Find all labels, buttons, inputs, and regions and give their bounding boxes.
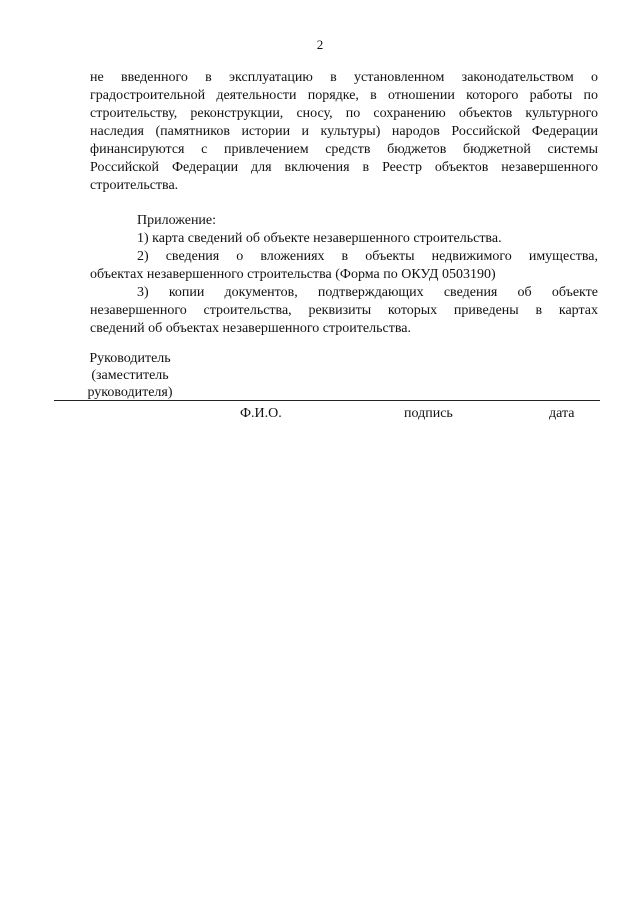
- appendix-item-2-continued: объектах незавершенного строительства (Форма по ОКУД 0503190): [90, 267, 496, 282]
- appendix-item-1: 1) карта сведений об объекте незавершенного строительства.: [137, 231, 502, 246]
- page-number: 2: [316, 37, 324, 52]
- paragraph-line: Российской Федерации для включения в Реестр объектов незавершенного: [90, 160, 598, 175]
- paragraph-line: строительству, реконструкции, сносу, по сохранению объектов культурного: [90, 106, 598, 121]
- appendix-item-3-continued: сведений об объектах незавершенного строительства.: [90, 321, 411, 336]
- paragraph-line: наследия (памятников истории и культуры) народов Российской Федерации: [90, 124, 598, 139]
- fio-label: Ф.И.О.: [240, 406, 282, 421]
- date-label: дата: [549, 406, 575, 421]
- signer-role: (заместитель: [91, 368, 169, 383]
- appendix-item-3-continued: незавершенного строительства, реквизиты которых приведены в картах: [90, 303, 598, 318]
- paragraph-line: финансируются с привлечением средств бюджетов бюджетной системы: [90, 142, 598, 157]
- paragraph-line: не введенного в эксплуатацию в установленном законодательством о: [90, 70, 598, 85]
- signer-role: Руководитель: [89, 351, 171, 366]
- signature-line: [54, 400, 600, 401]
- paragraph-line: градостроительной деятельности порядке, в отношении которого работы по: [90, 88, 598, 103]
- signer-role: руководителя): [87, 385, 173, 400]
- appendix-item-2: 2) сведения о вложениях в объекты недвижимого имущества,: [137, 249, 598, 264]
- signature-label: подпись: [404, 406, 453, 421]
- appendix-item-3: 3) копии документов, подтверждающих сведения об объекте: [137, 285, 598, 300]
- appendix-heading: Приложение:: [137, 213, 217, 228]
- paragraph-line: строительства.: [90, 178, 179, 193]
